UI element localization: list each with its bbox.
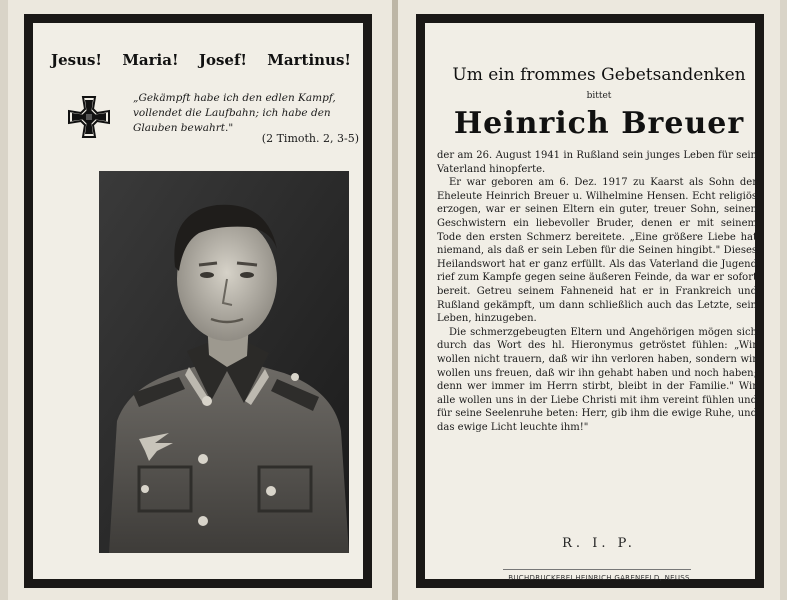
name-martinus: Martinus!	[267, 51, 351, 69]
card-subtitle: bittet	[586, 91, 612, 101]
paragraph-consolation: Die schmerzgebeugten Eltern und Angehörigen mögen sich durch das Wort des hl. Hieronymus getröstet fühlen: „Wir wollen nicht trauern, daß wir ihn verloren haben, sondern wir wollen uns freuen, daß wir ihn gehabt haben und noch haben; denn wer immer im Herrn stirbt, bleibt in der Familie." Wir alle wollen uns in der Liebe Christi mit ihm vereint fühlen und für seine Seelenruhe beten: Herr, gib ihm die ewige Ruhe, und das ewige Licht leuchte ihm!"	[437, 326, 757, 433]
rip-text: R. I. P.	[562, 536, 636, 551]
soldier-portrait-image	[99, 171, 349, 553]
memorial-text	[437, 149, 757, 434]
name-josef: Josef!	[198, 51, 247, 69]
printer-imprint: BUCHDRUCKEREI HEINRICH GARENFELD, NEUSS	[508, 574, 690, 582]
name-maria: Maria!	[122, 51, 179, 69]
right-card	[398, 0, 780, 600]
card-title: Um ein frommes Gebetsandenken	[452, 65, 746, 85]
bible-quote: „Gekämpft habe ich den edlen Kampf, vollendet die Laufbahn; ich habe den Glauben bewahrt."	[133, 92, 336, 134]
bible-quote-reference: (2 Timoth. 2, 3-5)	[261, 132, 359, 145]
right-card-frame	[416, 14, 764, 588]
left-card-frame	[24, 14, 372, 588]
name-jesus: Jesus!	[51, 51, 103, 69]
printer-divider	[503, 569, 691, 570]
iron-cross-icon	[67, 95, 111, 139]
deceased-name: Heinrich Breuer	[453, 106, 745, 141]
holy-names	[51, 51, 351, 69]
left-card	[8, 0, 392, 600]
paragraph-death: der am 26. August 1941 in Rußland sein junges Leben für sein Vaterland hinopferte.	[437, 150, 757, 175]
soldier-portrait	[99, 171, 349, 553]
paragraph-biography: Er war geboren am 6. Dez. 1917 zu Kaarst als Sohn der Eheleute Heinrich Breuer u. Wilhelmine Hensen. Echt religiös erzogen, war er seinen Eltern ein guter, treuer Sohn, seinen Geschwistern ein liebevoller Bruder, denen er mit seinem Tode den ersten Schmerz bereitete. „Eine größere Liebe hat niemand, als daß er sein Leben für die Seinen hingibt." Dieses Heilandswort hat er ganz erfüllt. Als das Vaterland die Jugend rief zum Kampfe gegen seine äußeren Feinde, da war er sofort bereit. Getreu seinem Fahneneid hat er in Frankreich und Rußland gekämpft, um dann schließlich auch das Letzte, sein Leben, hinzugeben.	[437, 177, 757, 325]
